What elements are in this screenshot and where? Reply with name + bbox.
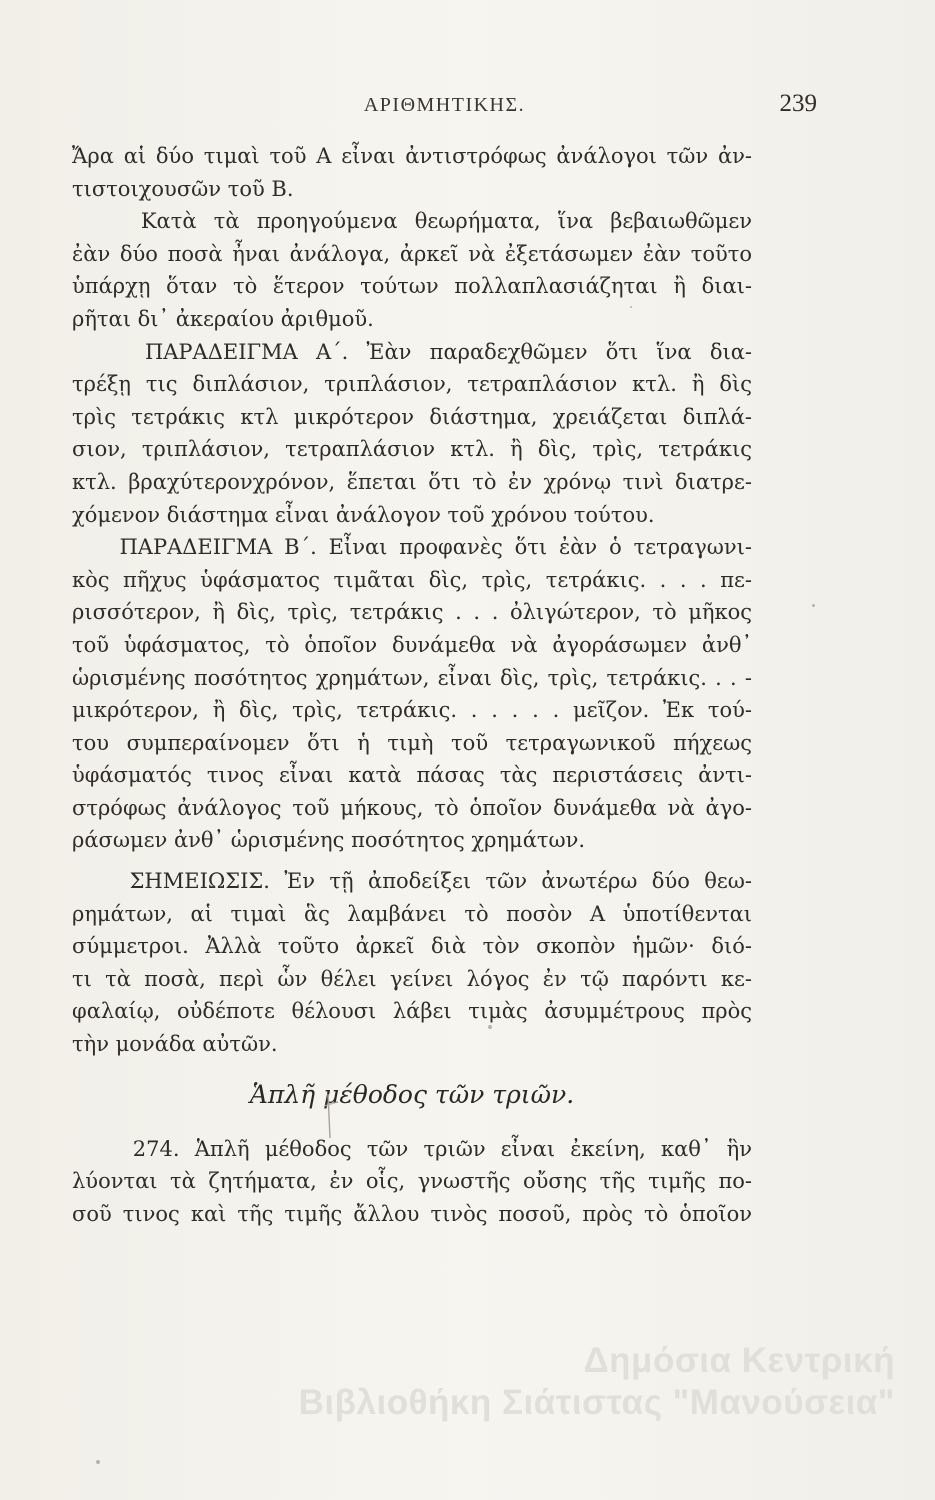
text-line: ρισσότερον, ἢ δὶς, τρὶς, τετράκις . . . ὀλιγώτερον, τὸ μῆκος (72, 600, 752, 625)
text-line: φαλαίῳ, οὐδέποτε θέλουσι λάβει τιμὰς ἀσυμμέτρους πρὸς (72, 999, 752, 1024)
body-text (72, 140, 752, 1230)
text-line: ἐὰν δύο ποσὰ ἦναι ἀνάλογα, ἀρκεῖ νὰ ἐξετάσωμεν ἐὰν τοῦτο (72, 241, 752, 266)
text-line: ΠΑΡΑΔΕΙΓΜΑ Β΄. Εἶναι προφανὲς ὅτι ἐὰν ὁ τετραγωνι- (72, 535, 752, 560)
text-line: τιστοιχουσῶν τοῦ Β. (72, 176, 294, 201)
section-heading: Ἁπλῆ μέθοδος τῶν τριῶν. (249, 1079, 575, 1109)
text-line: στρόφως ἀνάλογος τοῦ μήκους, τὸ ὁποῖον δυνάμεθα νὰ ἀγο- (72, 795, 752, 820)
text-line: κὸς πῆχυς ὑφάσματος τιμᾶται δὶς, τρὶς, τετράκις. . . . πε- (72, 567, 752, 592)
text-line: ΠΑΡΑΔΕΙΓΜΑ Α΄. Ἐὰν παραδεχθῶμεν ὅτι ἵνα δια- (72, 339, 752, 364)
text-line: ὑφάσματός τινος εἶναι κατὰ πάσας τὰς περιστάσεις ἀντι- (72, 763, 752, 788)
text-line: ρημάτων, αἱ τιμαὶ ἃς λαμβάνει τὸ ποσὸν Α ὑποτίθενται (72, 901, 752, 926)
text-line: τρέξῃ τις διπλάσιον, τριπλάσιον, τετραπλάσιον κτλ. ἢ δὶς (72, 372, 752, 397)
paragraph-gap (72, 857, 752, 865)
text-line: 274. Ἁπλῆ μέθοδος τῶν τριῶν εἶναι ἐκείνη, καθ᾿ ἣν (72, 1136, 752, 1161)
watermark-line-1: Δημόσια Κεντρική (583, 1341, 895, 1380)
text-line: ράσωμεν ἀνθ᾿ ὡρισμένης ποσότητος χρημάτων. (72, 828, 586, 853)
text-line: ὑπάρχῃ ὅταν τὸ ἕτερον τούτων πολλαπλασιάζηται ἢ διαι- (72, 274, 752, 299)
text-line: τὴν μονάδα αὐτῶν. (72, 1032, 278, 1057)
text-line: ὡρισμένης ποσότητος χρημάτων, εἶναι δὶς, τρὶς, τετράκις. . . - (72, 665, 752, 690)
text-line: ρῆται δι᾿ ἀκεραίου ἀριθμοῦ. (72, 306, 374, 331)
scan-speck (812, 604, 815, 607)
text-line: κτλ. βραχύτερονχρόνον, ἕπεται ὅτι τὸ ἐν χρόνῳ τινὶ διατρε- (72, 469, 752, 494)
text-line: Ἄρα αἱ δύο τιμαὶ τοῦ Α εἶναι ἀντιστρόφως ἀνάλογοι τῶν ἀν- (72, 144, 752, 168)
scan-speck (488, 1025, 492, 1029)
text-line: τοῦ ὑφάσματος, τὸ ὁποῖον δυνάμεθα νὰ ἀγοράσωμεν ἀνθ᾿ (72, 632, 752, 657)
text-line: μικρότερον, ἢ δὶς, τρὶς, τετράκις. . . . . . μεῖζον. Ἐκ τού- (72, 698, 752, 723)
text-line: Κατὰ τὰ προηγούμενα θεωρήματα, ἵνα βεβαιωθῶμεν (72, 209, 752, 234)
text-line: χόμενον διάστημα εἶναι ἀνάλογον τοῦ χρόνου τούτου. (72, 502, 655, 527)
text-line: λύονται τὰ ζητήματα, ἐν οἷς, γνωστῆς οὔσης τῆς τιμῆς πο- (72, 1169, 752, 1194)
text-line: τι τὰ ποσὰ, περὶ ὧν θέλει γείνει λόγος ἐν τῷ παρόντι κε- (72, 966, 752, 991)
text-line: σιον, τριπλάσιον, τετραπλάσιον κτλ. ἢ δὶς, τρὶς, τετράκις (72, 437, 752, 462)
pencil-mark (322, 1092, 342, 1142)
library-watermark (299, 1340, 895, 1424)
text-line: του συμπεραίνομεν ὅτι ἡ τιμὴ τοῦ τετραγωνικοῦ πήχεως (72, 730, 752, 755)
scan-speck (96, 1460, 100, 1464)
text-line: σοῦ τινος καὶ τῆς τιμῆς ἄλλου τινὸς ποσοῦ, πρὸς τὸ ὁποῖον (72, 1201, 752, 1226)
text-line: τρὶς τετράκις κτλ μικρότερον διάστημα, χρειάζεται διπλά- (72, 404, 752, 429)
page-header (72, 88, 817, 128)
text-line: σύμμετροι. Ἀλλὰ τοῦτο ἀρκεῖ διὰ τὸν σκοπὸν ἡμῶν· διό- (72, 934, 752, 959)
page-number: 239 (779, 90, 817, 117)
watermark-line-2: Βιβλιοθήκη Σιάτιστας "Μανούσεια" (298, 1383, 895, 1422)
text-line: ΣΗΜΕΙΩΣΙΣ. Ἐν τῇ ἀποδείξει τῶν ἀνωτέρω δύο θεω- (72, 869, 752, 894)
running-title: ΑΡΙΘΜΗΤΙΚΗΣ. (363, 94, 526, 116)
